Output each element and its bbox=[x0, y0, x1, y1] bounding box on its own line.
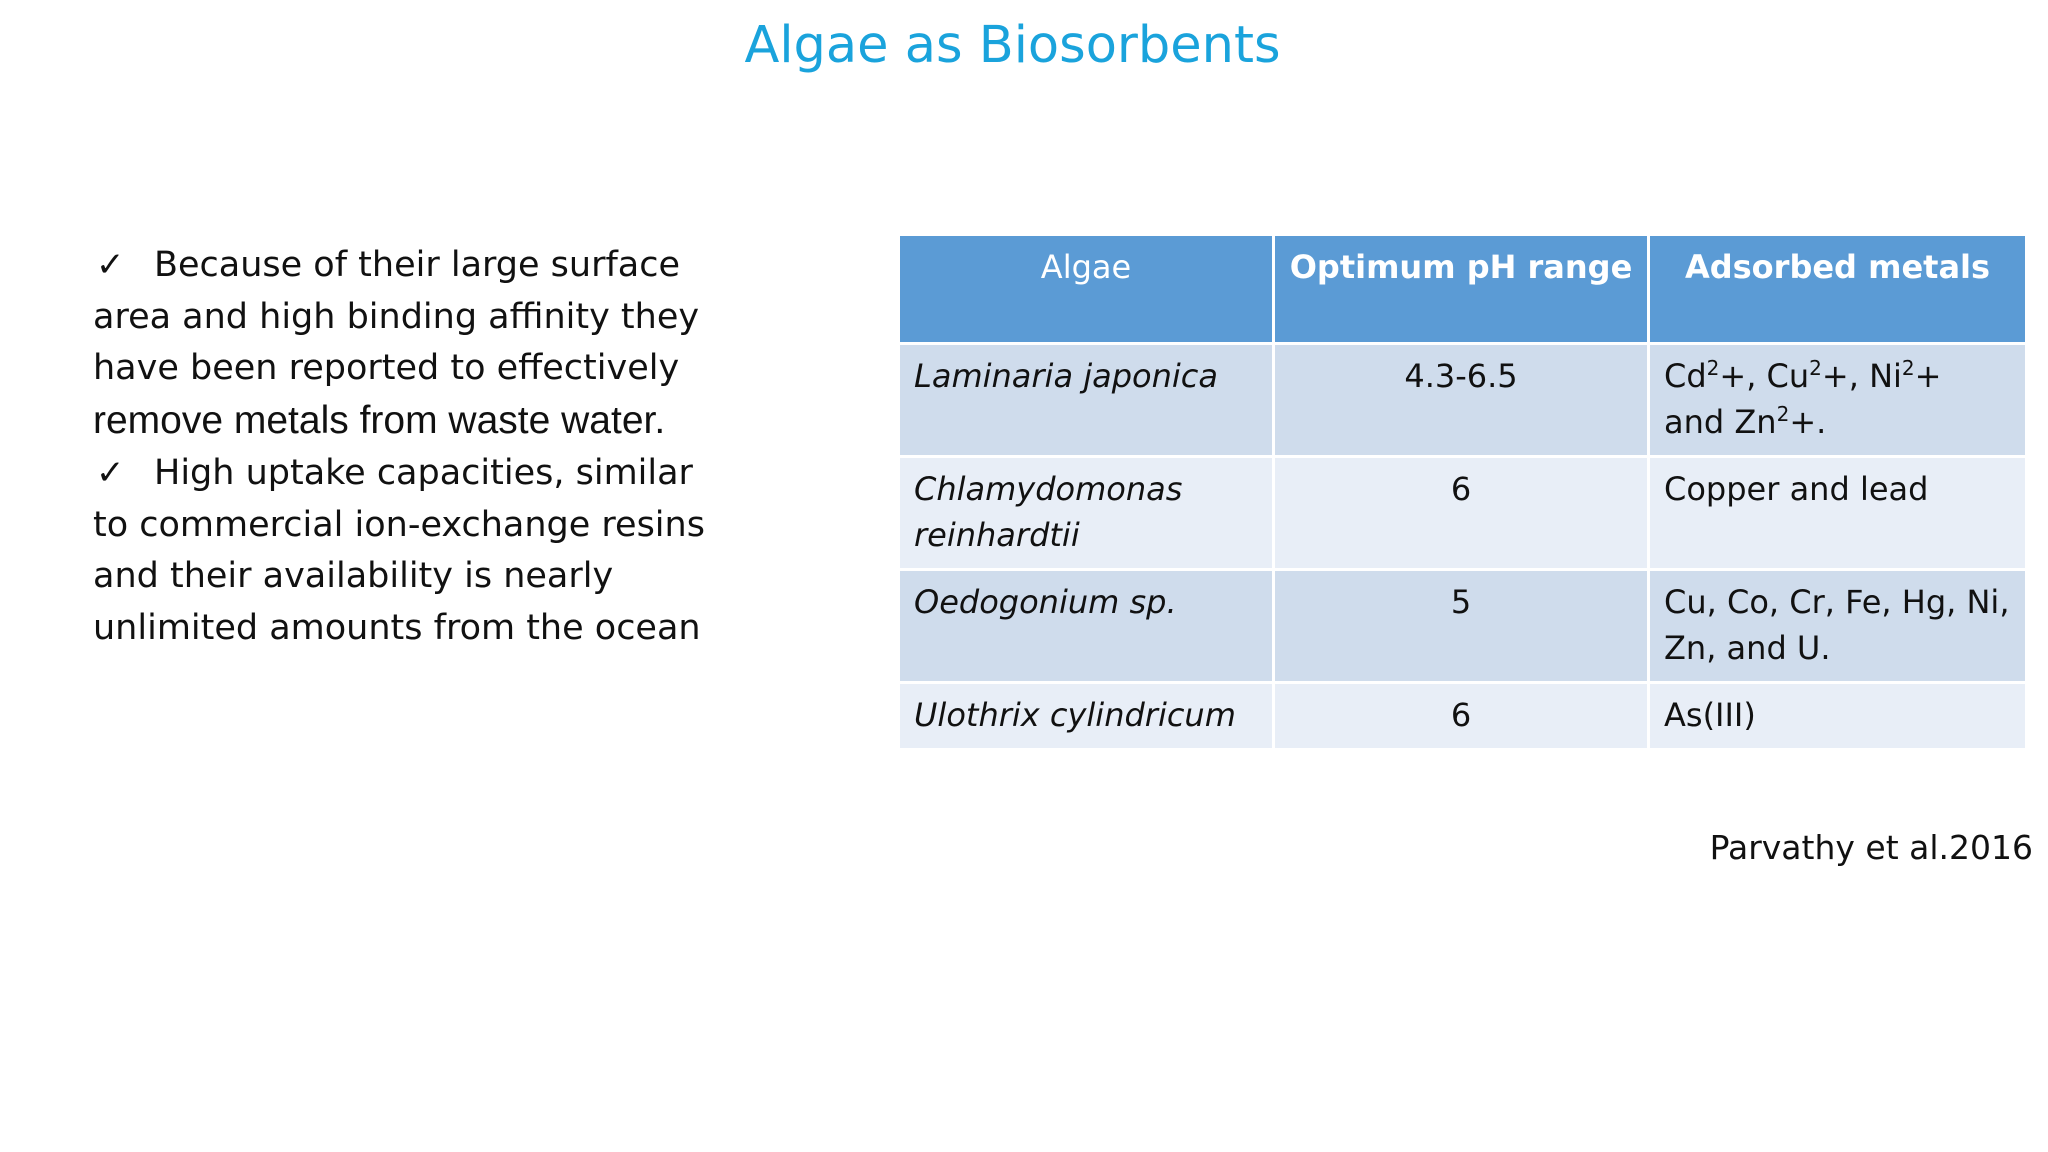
metal-text: +, Cu bbox=[1719, 357, 1810, 395]
bullet-item-2 bbox=[93, 448, 733, 654]
metals-cell: As(III) bbox=[1649, 683, 2027, 750]
table-row bbox=[899, 457, 2027, 570]
header-adsorbed-metals: Adsorbed metals bbox=[1649, 235, 2027, 344]
table-row bbox=[899, 683, 2027, 750]
metals-cell bbox=[1649, 344, 2027, 457]
metal-text: +, Ni bbox=[1821, 357, 1902, 395]
bullet-2-text: High uptake capacities, similar to commercial ion-exchange resins and their availability is nearly unlimited amounts from the ocean bbox=[93, 453, 705, 648]
header-algae: Algae bbox=[899, 235, 1274, 344]
metal-text: Cd bbox=[1664, 357, 1707, 395]
table-header-row bbox=[899, 235, 2027, 344]
superscript: 2 bbox=[1809, 356, 1822, 380]
metal-text: + and Zn bbox=[1664, 357, 1942, 441]
species-cell: Chlamydomonas reinhardtii bbox=[899, 457, 1274, 570]
header-optimum-ph: Optimum pH range bbox=[1274, 235, 1649, 344]
metal-text: +. bbox=[1789, 403, 1827, 441]
bullet-item-1 bbox=[93, 240, 733, 448]
bullet-list bbox=[93, 240, 733, 654]
checkmark-icon: ✓ bbox=[96, 245, 125, 285]
species-cell: Laminaria japonica bbox=[899, 344, 1274, 457]
table-row bbox=[899, 570, 2027, 683]
ph-cell: 5 bbox=[1274, 570, 1649, 683]
superscript: 2 bbox=[1706, 356, 1720, 380]
superscript: 2 bbox=[1776, 402, 1790, 426]
ph-cell: 4.3-6.5 bbox=[1274, 344, 1649, 457]
ph-cell: 6 bbox=[1274, 457, 1649, 570]
citation: Parvathy et al.2016 bbox=[1709, 828, 2033, 867]
metals-cell: Copper and lead bbox=[1649, 457, 2027, 570]
species-cell: Oedogonium sp. bbox=[899, 570, 1274, 683]
table-row bbox=[899, 344, 2027, 457]
ph-cell: 6 bbox=[1274, 683, 1649, 750]
bullet-1-text: Because of their large surface area and high binding affinity they have been reported to effectively bbox=[93, 245, 700, 388]
slide-title: Algae as Biosorbents bbox=[744, 16, 1281, 75]
species-cell: Ulothrix cylindricum bbox=[899, 683, 1274, 750]
superscript: 2 bbox=[1901, 356, 1915, 380]
algae-table bbox=[897, 233, 2028, 751]
checkmark-icon: ✓ bbox=[96, 453, 125, 493]
metals-cell: Cu, Co, Cr, Fe, Hg, Ni, Zn, and U. bbox=[1649, 570, 2027, 683]
bullet-1-text-emphasis: remove metals from waste water. bbox=[93, 398, 666, 442]
